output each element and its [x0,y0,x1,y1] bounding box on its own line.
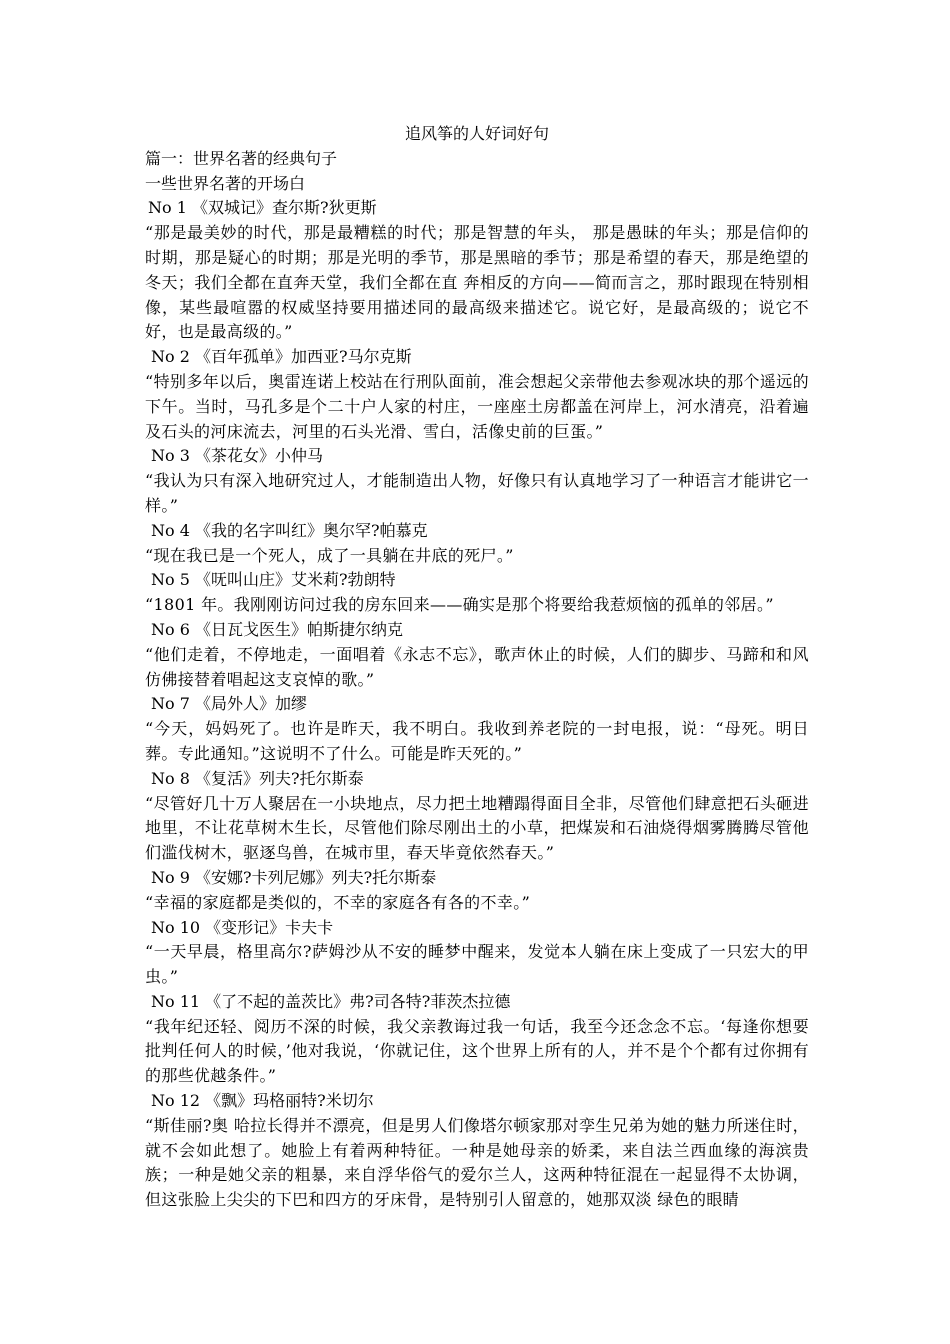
entry-quote: “尽管好几十万人聚居在一小块地点，尽力把土地糟蹋得面目全非，尽管他们肆意把石头砸进地里，不让花草树木生长，尽管他们除尽刚出土的小草，把煤炭和石油烧得烟雾腾腾尽管他们滥伐树木，驱逐鸟兽，在城市里，春天毕竟依然春天。” [145,793,809,863]
entry-heading: No 11 《了不起的盖茨比》弗?司各特?菲茨杰拉德 [151,991,511,1011]
entry-heading: No 2 《百年孤单》加西亚?马尔克斯 [151,347,412,367]
entry-quote: “那是最美妙的时代，那是最糟糕的时代；那是智慧的年头， 那是愚昧的年头；那是信仰的时期，那是疑心的时期；那是光明的季节，那是黑暗的季节；那是希望的春天，那是绝望的冬天；我们全都在直奔天堂，我们全都在直 奔相反的方向——简而言之，那时跟现在特别相像，某些最喧嚣的权威坚持要用描述同的最高级来描述它。说它好，是最高级的；说它不好，也是最高级的。” [145,223,809,342]
intro-line: 一些世界名著的开场白 [145,173,306,193]
entry-quote: “特别多年以后，奥雷连诺上校站在行刑队面前，准会想起父亲带他去参观冰块的那个遥远的下午。当时，马孔多是个二十户人家的村庄，一座座土房都盖在河岸上，河水清亮，沿着遍及石头的河床流去，河里的石头光滑、雪白，活像史前的巨蛋。” [145,371,809,441]
entry-quote: “斯佳丽?奥 哈拉长得并不漂亮，但是男人们像塔尔顿家那对孪生兄弟为她的魅力所迷住时，就不会如此想了。她脸上有着两种特征。一种是她母亲的娇柔，来自法兰西血缘的海滨贵族；一种是她父亲的粗暴，来自浮华俗气的爱尔兰人，这两种特征混在一起显得不太协调，但这张脸上尖尖的下巴和四方的牙床骨，是特别引人留意的，她那双淡 绿色的眼睛 [145,1115,809,1210]
entry-heading: No 6 《日瓦戈医生》帕斯捷尔纳克 [151,619,403,639]
entry-heading: No 7 《局外人》加缪 [151,694,307,714]
entry-quote: “我年纪还轻、阅历不深的时候，我父亲教诲过我一句话，我至今还念念不忘。‘每逢你想要批判任何人的时候，’他对我说，‘你就记住，这个世界上所有的人，并不是个个都有过你拥有的那些优越条件。” [145,1016,809,1086]
entry-heading: No 4 《我的名字叫红》奥尔罕?帕慕克 [151,520,428,540]
entry-heading: No 12 《飘》玛格丽特?米切尔 [151,1091,374,1111]
entry-heading: No 1 《双城记》查尔斯?狄更斯 [148,198,377,218]
entry-quote: “他们走着，不停地走，一面唱着《永志不忘》，歌声休止的时候，人们的脚步、马蹄和和风仿佛接替着唱起这支哀悼的歌。” [145,644,809,689]
entry-quote: “今天，妈妈死了。也许是昨天，我不明白。我收到养老院的一封电报，说：“母死。明日葬。专此通知。”这说明不了什么。可能是昨天死的。” [145,719,809,763]
entry-quote: “1801 年。我刚刚访问过我的房东回来——确实是那个将要给我惹烦恼的孤单的邻居。” [145,595,774,615]
entry-heading: No 10 《变形记》卡夫卡 [151,917,334,937]
section-heading: 篇一：世界名著的经典句子 [145,148,338,168]
document-body [145,122,809,1213]
entry-heading: No 9 《安娜?卡列尼娜》列夫?托尔斯泰 [151,867,437,887]
entry-heading: No 5 《呒叫山庄》艾米莉?勃朗特 [151,570,396,590]
entry-quote: “现在我已是一个死人，成了一具躺在井底的死尸。” [145,545,514,565]
entry-heading: No 3 《茶花女》小仲马 [151,446,323,466]
entry-quote: “幸福的家庭都是类似的，不幸的家庭各有各的不幸。” [145,892,531,912]
entry-quote: “一天早晨，格里高尔?萨姆沙从不安的睡梦中醒来，发觉本人躺在床上变成了一只宏大的甲虫。” [145,942,809,987]
entry-heading: No 8 《复活》列夫?托尔斯泰 [151,768,364,788]
document-title: 追风筝的人好词好句 [404,124,549,143]
entry-quote: “我认为只有深入地研究过人，才能制造出人物，好像只有认真地学习了一种语言才能讲它一样。” [145,471,809,515]
